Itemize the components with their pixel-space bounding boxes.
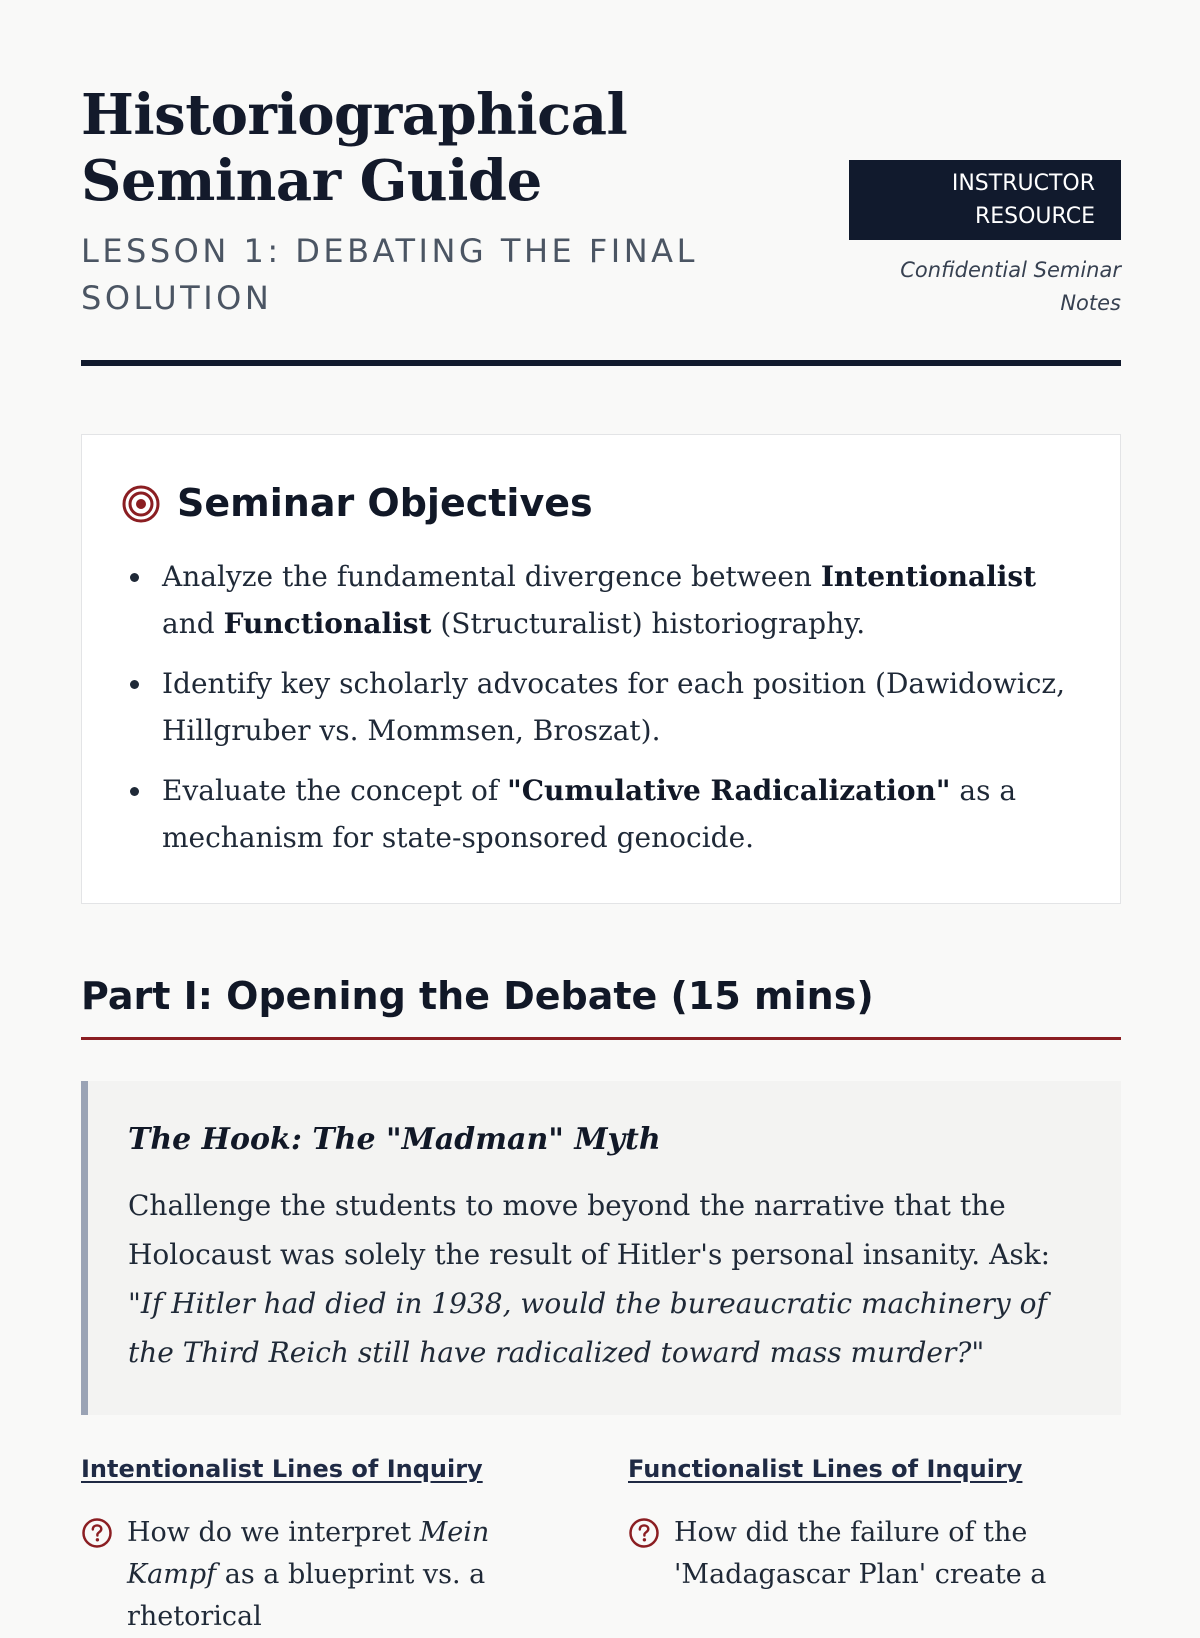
intentionalist-column <box>81 1452 581 1638</box>
intentionalist-heading: Intentionalist Lines of Inquiry <box>81 1455 483 1483</box>
objectives-title: Seminar Objectives <box>177 481 593 525</box>
objective-text: Evaluate the concept of <box>162 774 508 807</box>
page-title: Historiographical Seminar Guide <box>81 82 628 214</box>
question-circle-icon <box>628 1517 660 1549</box>
part-1-divider <box>81 1037 1121 1040</box>
target-icon <box>122 485 160 523</box>
objective-term-functionalist: Functionalist <box>223 607 432 640</box>
header-divider <box>81 360 1121 366</box>
objective-term-cumulative-radicalization: "Cumulative Radicalization" <box>507 774 951 807</box>
confidential-note: Confidential Seminar Notes <box>900 258 1121 315</box>
hook-question: "If Hitler had died in 1938, would the bureaucratic machinery of the Third Reich still have radicalized toward mass murder?" <box>128 1287 1047 1369</box>
objective-text: and <box>162 607 224 640</box>
document-header <box>81 82 1121 366</box>
functionalist-heading: Functionalist Lines of Inquiry <box>628 1455 1023 1483</box>
question-circle-icon <box>81 1517 113 1549</box>
question-text: as a blueprint vs. a rhetorical <box>127 1559 486 1632</box>
objective-item <box>162 660 1092 754</box>
part-1-heading: Part I: Opening the Debate (15 mins) <box>81 974 874 1018</box>
hook-callout <box>81 1081 1121 1415</box>
objective-item <box>162 767 1092 861</box>
objective-text: (Structuralist) historiography. <box>431 607 866 640</box>
hook-text: Challenge the students to move beyond the narrative that the Holocaust was solely the result of Hitler's personal insanity. Ask: <box>128 1189 1051 1271</box>
objective-item <box>162 553 1092 647</box>
hook-title: The Hook: The "Madman" Myth <box>128 1122 661 1157</box>
objective-text: as a mechanism for state-sponsored genocide. <box>162 774 1017 854</box>
objective-text: Analyze the fundamental divergence between <box>162 560 821 593</box>
question-text: How do we interpret <box>127 1517 420 1548</box>
lesson-subtitle: LESSON 1: DEBATING THE FINAL SOLUTION <box>81 232 698 317</box>
inquiry-question: How did the failure of the 'Madagascar Plan' create a <box>674 1517 1047 1590</box>
list-item <box>628 1512 1128 1596</box>
list-item <box>81 1512 581 1638</box>
objectives-list <box>162 553 1092 874</box>
functionalist-column <box>628 1452 1128 1596</box>
objective-term-intentionalist: Intentionalist <box>820 560 1037 593</box>
inquiry-question <box>127 1512 581 1638</box>
objective-text: Identify key scholarly advocates for each position (Dawidowicz, Hillgruber vs. Mommsen, Broszat). <box>162 667 1066 747</box>
hook-body <box>128 1181 1088 1377</box>
question-title: Mein Kampf <box>127 1517 490 1590</box>
instructor-badge: INSTRUCTOR RESOURCE <box>849 160 1121 240</box>
seminar-objectives-card <box>81 434 1121 904</box>
